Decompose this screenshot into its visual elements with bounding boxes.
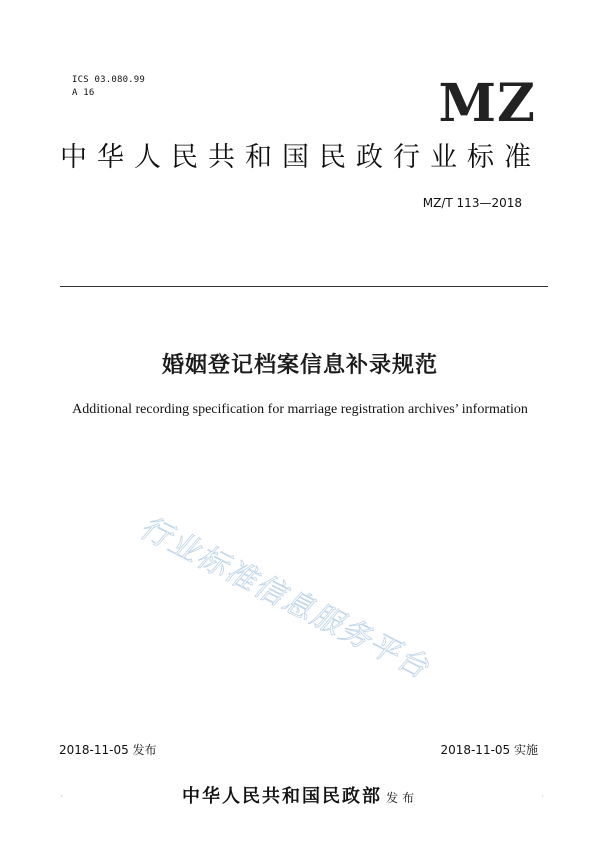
- ccs-code: A 16: [72, 88, 95, 98]
- document-title-cn: 婚姻登记档案信息补录规范: [161, 353, 438, 378]
- watermark-text: 行业标准信息服务平台: [134, 510, 436, 687]
- publish-date: 2018-11-05 发布: [59, 743, 157, 757]
- standard-title: 中华人民共和国民政行业标准: [60, 142, 541, 173]
- mz-logo: MZ: [438, 73, 536, 134]
- standard-code: MZ/T 113—2018: [422, 196, 522, 210]
- implement-date: 2018-11-05 实施: [440, 743, 538, 757]
- classification-codes: [72, 74, 145, 100]
- issuer-org: 中华人民共和国民政部: [181, 786, 382, 807]
- issuer-action: 发布: [385, 791, 418, 805]
- divider-line: [60, 286, 548, 287]
- ics-code: ICS 03.080.99: [72, 75, 146, 85]
- corner-mark-right: ·: [541, 792, 544, 801]
- document-title-en: Additional recording specification for marriage registration archives’ information: [72, 402, 528, 417]
- corner-mark-left: ·: [60, 792, 63, 801]
- issuer: [0, 786, 600, 809]
